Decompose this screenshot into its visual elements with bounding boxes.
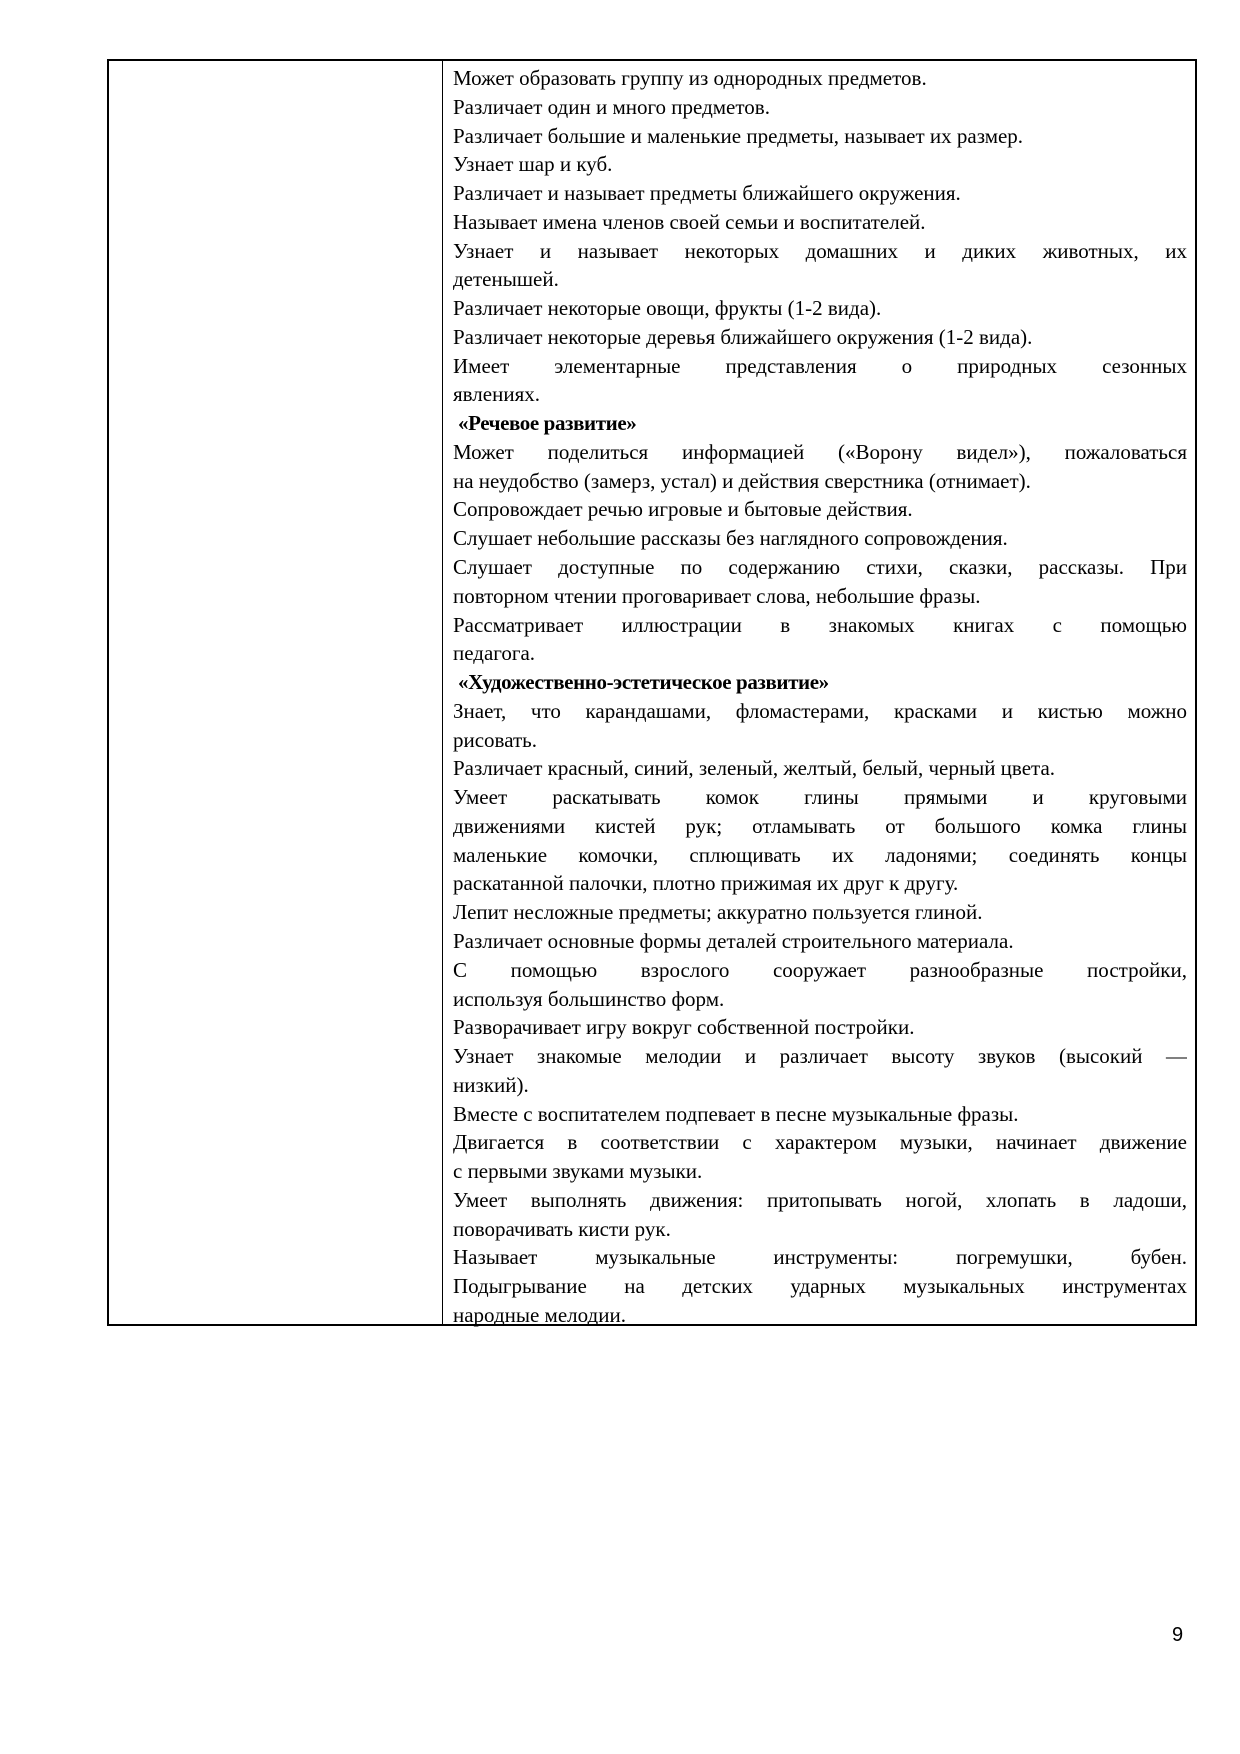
text-line: Может образовать группу из однородных предметов. [453,66,927,90]
paragraph [453,438,1187,496]
text-line: поворачивать кисти рук. [453,1216,671,1241]
paragraph [453,697,1187,755]
text-line: Узнает и называет некоторых домашних и диких животных, их [453,238,1187,263]
text-line: Называет музыкальные инструменты: погремушки, бубен. [453,1245,1187,1270]
text-line: Сопровождает речью игровые и бытовые действия. [453,497,913,522]
text-line: Имеет элементарные представления о природных сезонных [453,353,1187,378]
paragraph [453,64,1187,93]
text-line: «Речевое развитие» [458,411,637,436]
text-line: движениями кистей рук; отламывать от большого комка глины [453,813,1187,838]
paragraph [453,1100,1187,1129]
text-line: Умеет выполнять движения: притопывать ногой, хлопать в ладоши, [453,1187,1187,1212]
text-line: Лепит несложные предметы; аккуратно пользуется глиной. [453,900,983,925]
text-line: Умеет раскатывать комок глины прямыми и круговыми [453,785,1187,810]
paragraph [453,352,1187,410]
table-cell-outcomes [453,64,1187,1330]
text-line: Разворачивает игру вокруг собственной постройки. [453,1015,915,1040]
paragraph [453,323,1187,352]
paragraph [453,237,1187,295]
text-line: «Художественно-эстетическое развитие» [458,670,829,695]
text-line: Различает основные формы деталей строительного материала. [453,928,1014,953]
text-line: Может поделиться информацией («Ворону видел»), пожаловаться [453,439,1187,464]
text-line: Различает и называет предметы ближайшего окружения. [453,181,961,206]
paragraph [453,495,1187,524]
paragraph [453,179,1187,208]
paragraph [453,754,1187,783]
table-cell-empty [109,61,442,1324]
text-line: Различает красный, синий, зеленый, желтый, белый, черный цвета. [453,756,1056,781]
text-line: Узнает шар и куб. [453,152,613,177]
text-line: педагога. [453,641,536,666]
section-heading [453,668,1187,697]
text-line: Двигается в соответствии с характером музыки, начинает движение [453,1130,1187,1155]
text-line: маленькие комочки, сплющивать их ладонями; соединять концы [453,842,1187,867]
paragraph [453,93,1187,122]
paragraph [453,294,1187,323]
paragraph [453,898,1187,927]
text-line: низкий). [453,1072,529,1097]
content-table [107,59,1197,1326]
text-line: Узнает знакомые мелодии и различает высоту звуков (высокий — [453,1044,1187,1069]
text-line: Называет имена членов своей семьи и воспитателей. [453,209,926,234]
paragraph [453,611,1187,669]
paragraph [453,1186,1187,1244]
text-line: Различает большие и маленькие предметы, называет их размер. [453,123,1024,148]
text-line: с первыми звуками музыки. [453,1159,703,1184]
text-line: рисовать. [453,727,537,752]
text-line: Вместе с воспитателем подпевает в песне музыкальные фразы. [453,1101,1019,1126]
column-divider [442,61,443,1324]
text-line: на неудобство (замерз, устал) и действия сверстника (отнимает). [453,468,1031,493]
text-line: Знает, что карандашами, фломастерами, красками и кистью можно [453,698,1187,723]
text-line: Рассматривает иллюстрации в знакомых книгах с помощью [453,612,1187,637]
text-line: используя большинство форм. [453,986,725,1011]
text-line: С помощью взрослого сооружает разнообразные постройки, [453,957,1187,982]
paragraph [453,1243,1187,1329]
text-line: Подыгрывание на детских ударных музыкальных инструментах [453,1274,1187,1299]
section-heading [453,409,1187,438]
paragraph [453,1128,1187,1186]
text-line: явлениях. [453,382,540,407]
paragraph [453,783,1187,898]
paragraph [453,150,1187,179]
paragraph [453,956,1187,1014]
paragraph [453,524,1187,553]
paragraph [453,122,1187,151]
text-line: Различает некоторые овощи, фрукты (1-2 вида). [453,296,882,321]
paragraph [453,1013,1187,1042]
text-line: народные мелодии. [453,1302,626,1327]
text-line: Различает некоторые деревья ближайшего окружения (1-2 вида). [453,324,1033,349]
text-line: раскатанной палочки, плотно прижимая их друг к другу. [453,871,959,896]
paragraph [453,927,1187,956]
text-line: Различает один и много предметов. [453,94,770,119]
page-number: 9 [1172,1624,1184,1646]
text-line: повторном чтении проговаривает слова, небольшие фразы. [453,583,981,608]
text-line: Слушает небольшие рассказы без наглядного сопровождения. [453,526,1008,551]
paragraph [453,553,1187,611]
text-line: Слушает доступные по содержанию стихи, сказки, рассказы. При [453,555,1187,580]
paragraph [453,208,1187,237]
text-line: детенышей. [453,267,559,292]
paragraph [453,1042,1187,1100]
